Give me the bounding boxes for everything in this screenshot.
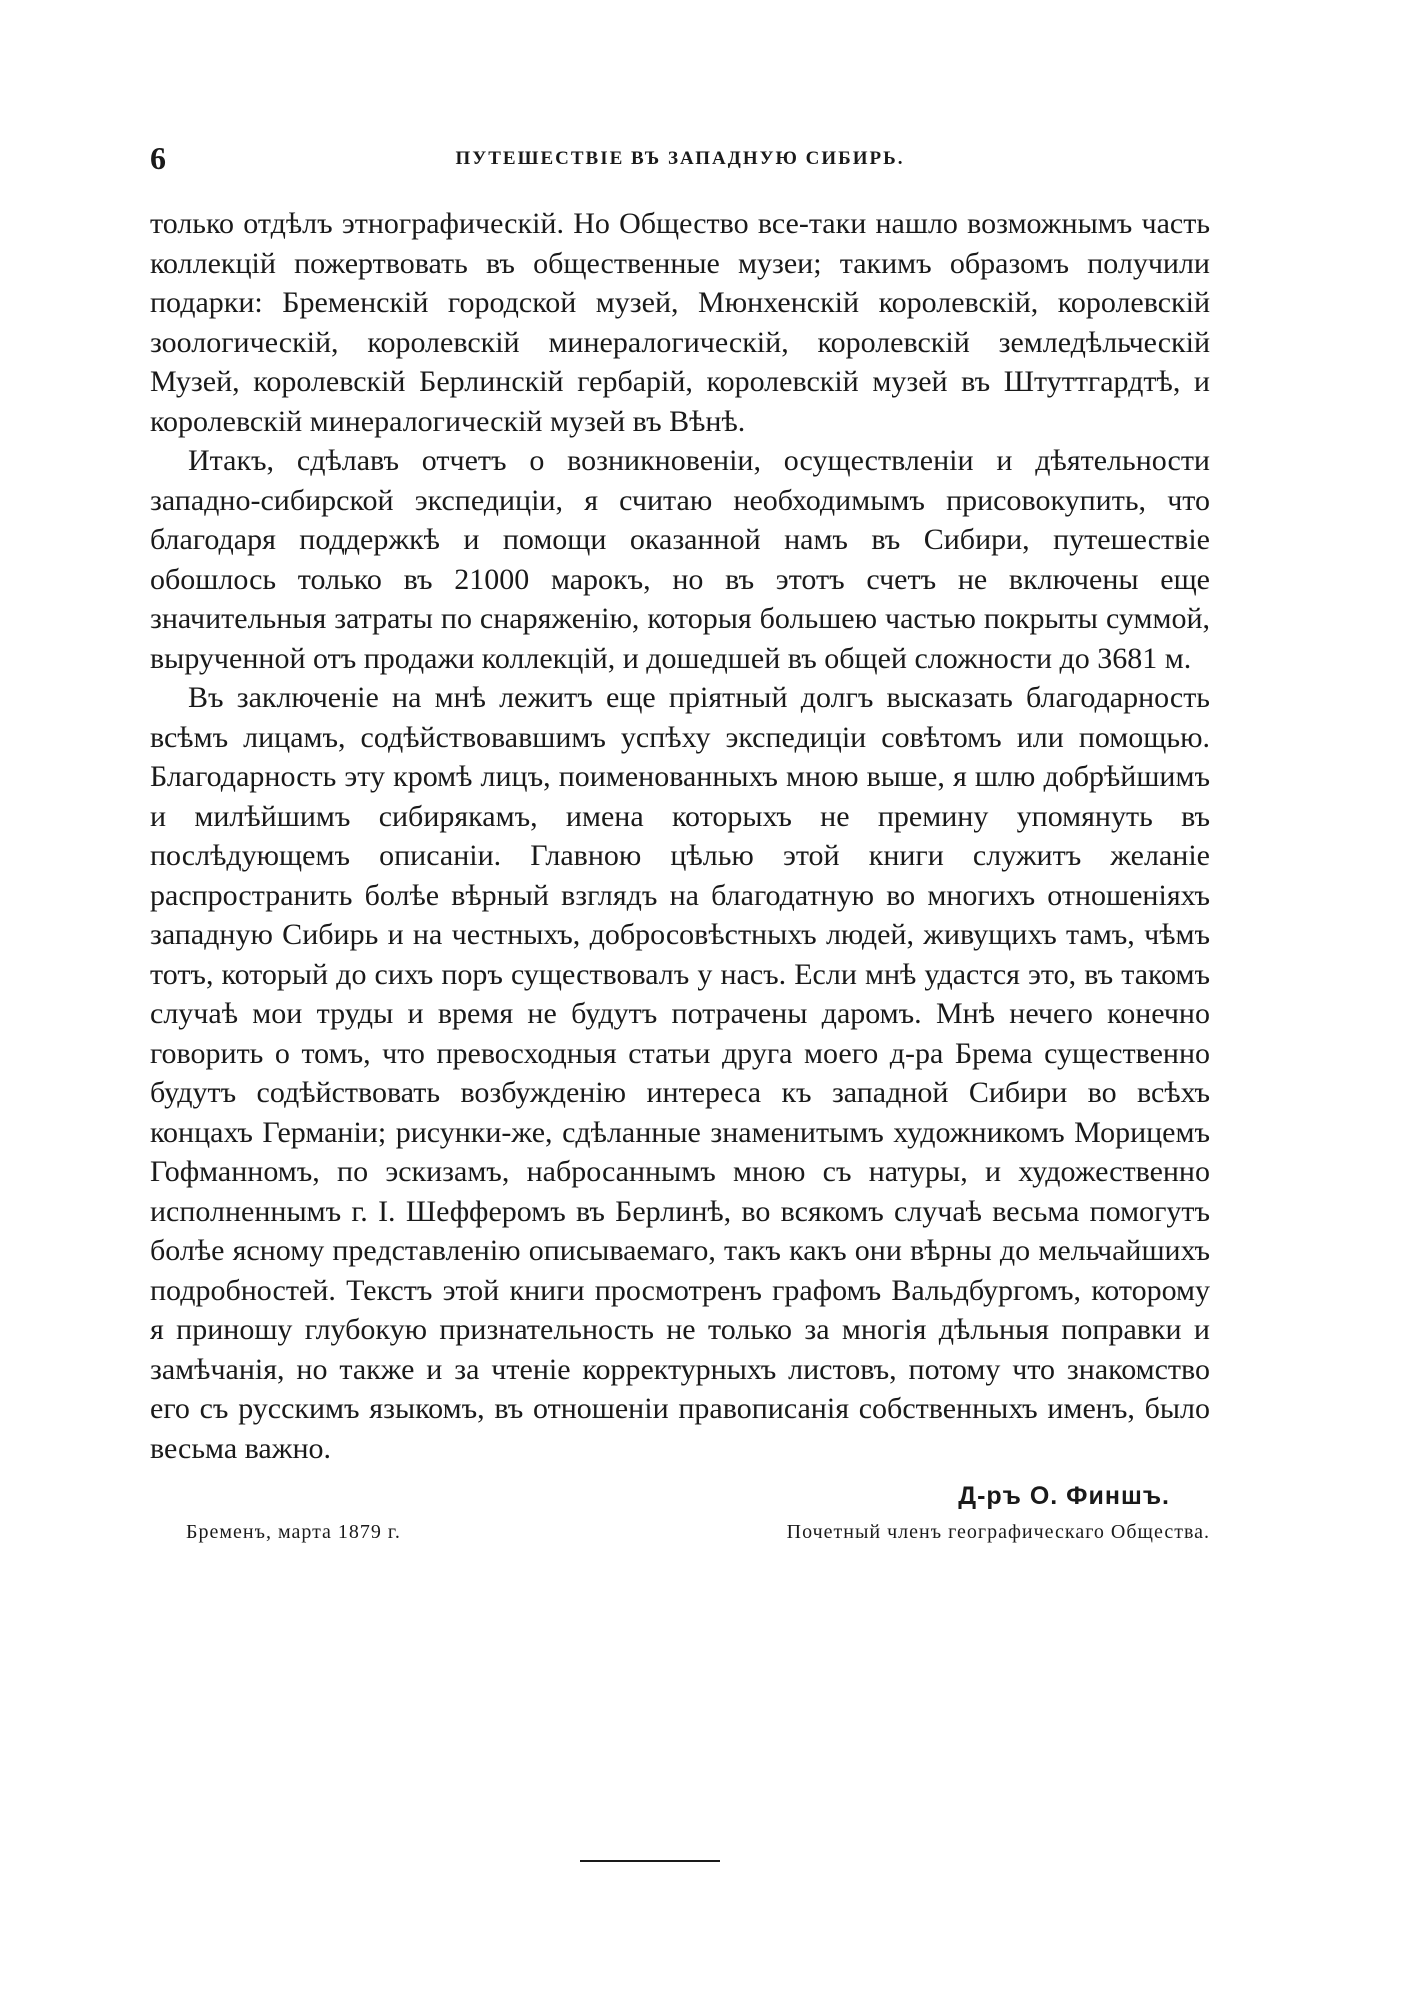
paragraph-report: Итакъ, сдѣлавъ отчетъ о возникновеніи, осуществленіи и дѣятельности западно-сибирской экспедиціи, я считаю необходимымъ присовокупить, что благодаря поддержкѣ и помощи оказанной намъ въ Сибири, путешествіе обошлось только въ 21000 марокъ, но въ этотъ счетъ не включены еще значительныя затраты по снаряженію, которыя большею частью покрыты суммой, вырученной отъ продажи коллекцій, и дошедшей въ общей сложности до 3681 м. bbox=[150, 444, 1210, 675]
running-head bbox=[150, 140, 1210, 180]
place-date: Бременъ, марта 1879 г. bbox=[186, 1521, 401, 1543]
paragraph-acknowledgements: Въ заключеніе на мнѣ лежитъ еще пріятный долгъ высказать благодарность всѣмъ лицамъ, содѣйствовавшимъ успѣху экспедиціи совѣтомъ или помощью. Благодарность эту кромѣ лицъ, поименованныхъ мною выше, я шлю добрѣйшимъ и милѣйшимъ сибирякамъ, имена которыхъ не премину упомянуть въ послѣдующемъ описаніи. Главною цѣлью этой книги служитъ желаніе распространить болѣе вѣрный взглядъ на благодатную во многихъ отношеніяхъ западную Сибирь и на честныхъ, добросовѣстныхъ людей, живущихъ тамъ, чѣмъ тотъ, который до сихъ поръ существовалъ у насъ. Если мнѣ удастся это, въ такомъ случаѣ мои труды и время не будутъ потрачены даромъ. Мнѣ нечего конечно говорить о томъ, что превосходныя статьи друга моего д-ра Брема существенно будутъ содѣйствовать возбужденію интереса къ западной Сибири во всѣхъ концахъ Германіи; рисунки-же, сдѣланные знаменитымъ художникомъ Морицемъ Гофманномъ, по эскизамъ, набросаннымъ мною съ натуры, и художественно исполненнымъ г. І. Шефферомъ въ Берлинѣ, во всякомъ случаѣ весьма помогутъ болѣе ясному представленію описываемаго, такъ какъ они вѣрны до мельчайшихъ подробностей. Текстъ этой книги просмотренъ графомъ Вальдбургомъ, которому я приношу глубокую признательность не только за многія дѣльныя поправки и замѣчанія, но также и за чтеніе корректурныхъ листовъ, потому что знакомство его съ русскимъ языкомъ, въ отношеніи правописанія собственныхъ именъ, было весьма важно. bbox=[150, 681, 1210, 1465]
author-signature: Д-ръ О. Финшъ. bbox=[958, 1482, 1170, 1510]
book-page bbox=[150, 140, 1210, 1555]
body-text bbox=[150, 204, 1210, 1468]
end-rule bbox=[580, 1860, 720, 1862]
author-title: Почетный членъ географическаго Общества. bbox=[786, 1521, 1210, 1543]
dateline bbox=[150, 1521, 1210, 1555]
page-number: 6 bbox=[150, 140, 166, 176]
running-title: ПУТЕШЕСТВІЕ ВЪ ЗАПАДНУЮ СИБИРЬ. bbox=[455, 148, 905, 169]
paragraph-continuation: только отдѣлъ этнографическій. Но Общество все-таки нашло возможнымъ часть коллекцій пожертвовать въ общественные музеи; такимъ образомъ получили подарки: Бременскій городской музей, Мюнхенскій королевскій, королевскій зоологическій, королевскій минералогическій, королевскій земледѣльческій Музей, королевскій Берлинскій гербарій, королевскій музей въ Штуттгардтѣ, и королевскій минералогическій музей въ Вѣнѣ. bbox=[150, 207, 1210, 438]
